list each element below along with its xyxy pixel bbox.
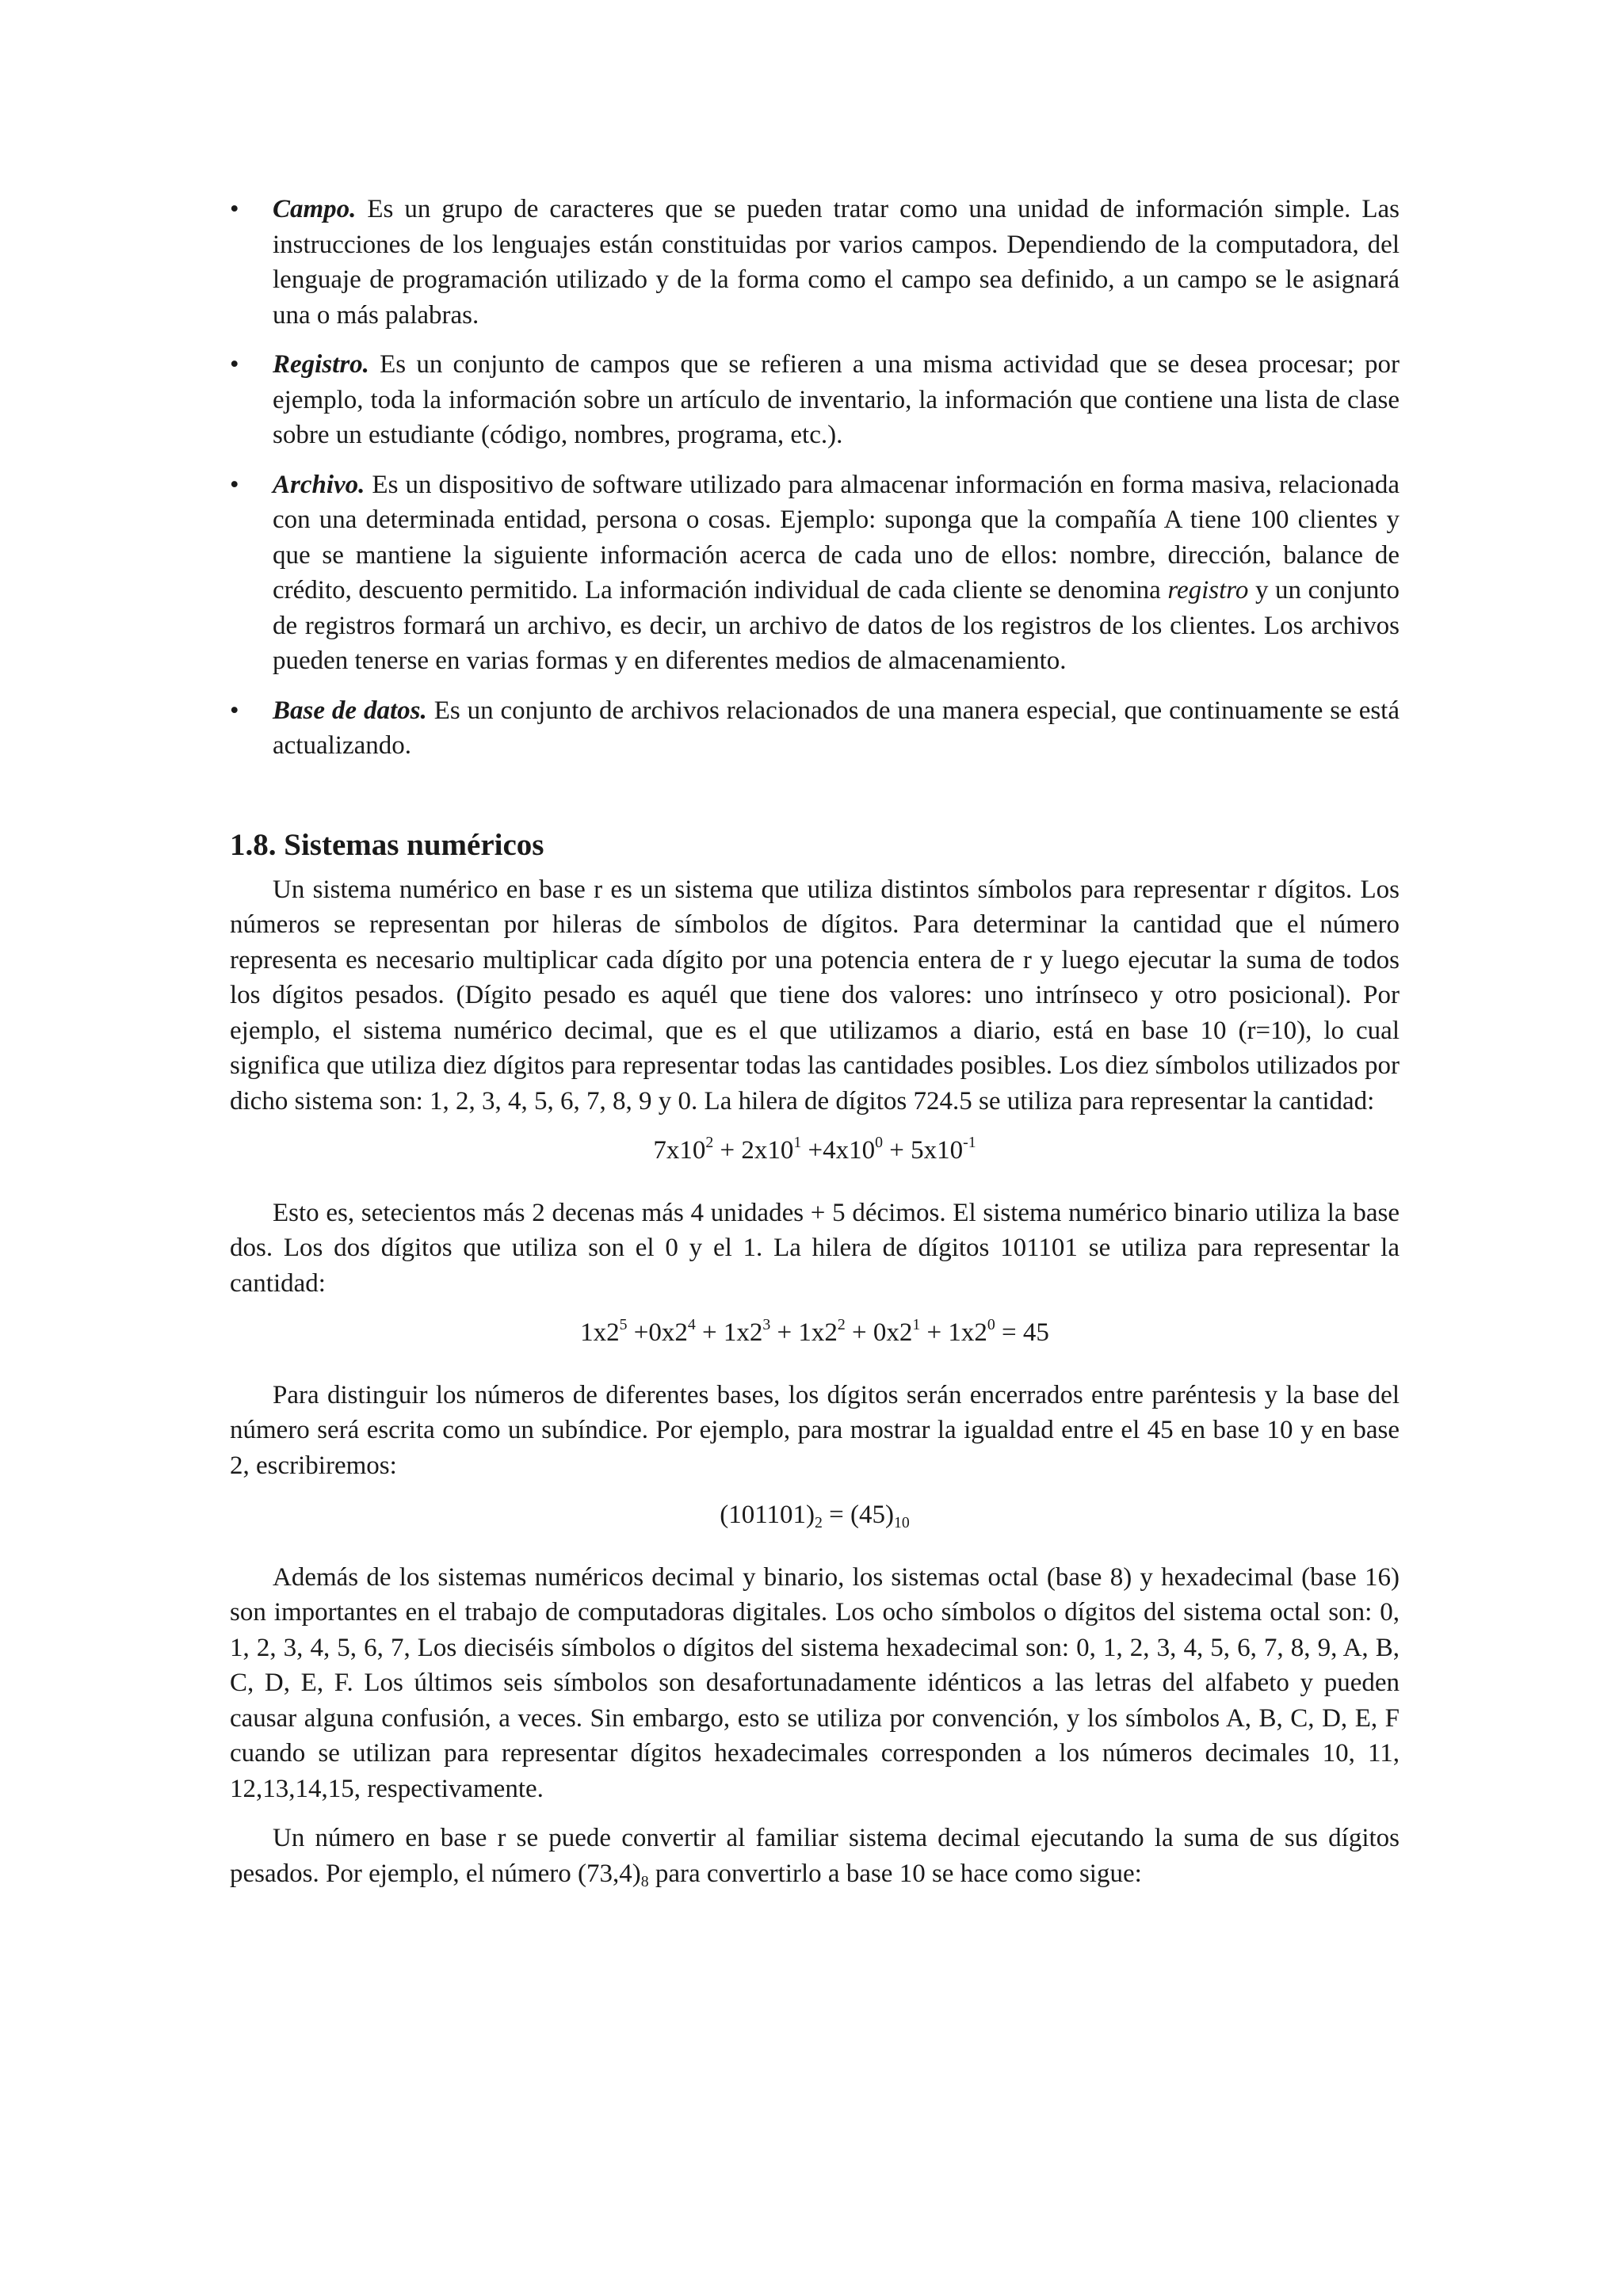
exponent: 2 [705, 1134, 714, 1152]
formula-term: 1x2 [580, 1318, 620, 1347]
paragraph-3: Para distinguir los números de diferentes bases, los dígitos serán encerrados entre paréntesis y la base del número será escrita como un subíndice. Por ejemplo, para mostrar la igualdad entre el 45 en base 10 y en base 2, escribiremos: [230, 1380, 1400, 1480]
definition-text: Es un conjunto de archivos relacionados de una manera especial, que continuamente se está actualizando. [273, 696, 1400, 760]
list-item [230, 347, 1400, 453]
exponent: 1 [793, 1134, 802, 1152]
formula-binary [230, 1315, 1400, 1351]
formula-term: = 45 [995, 1318, 1049, 1347]
term-archivo: Archivo. [273, 470, 365, 499]
exponent: 3 [762, 1316, 771, 1334]
formula-term: + 0x2 [845, 1318, 913, 1347]
list-item [230, 693, 1400, 764]
exponent: 4 [687, 1316, 696, 1334]
definition-text: Es un grupo de caracteres que se pueden tratar como una unidad de información simple. Las instrucciones de los lenguajes están constituidas por varios campos. Dependiendo de la computadora, del lenguaje de programación utilizado y de la forma como el campo sea definido, a un campo se le asignará una o más palabras. [273, 195, 1400, 330]
formula-equality [230, 1497, 1400, 1533]
formula-term: + 1x2 [770, 1318, 838, 1347]
definition-text: Es un dispositivo de software utilizado para almacenar información en forma masiva, relacionada con una determinada entidad, persona o cosas. Ejemplo: suponga que la compañía A tiene 100 clientes y que se mantiene la siguiente información acerca de cada uno de ellos: nombre, dirección, balance de crédito, descuento permitido. La información individual de cada cliente se denomina [273, 470, 1400, 605]
bullet-icon: • [230, 195, 239, 223]
formula-term: +4x10 [801, 1136, 876, 1165]
paragraph-4: Además de los sistemas numéricos decimal y binario, los sistemas octal (base 8) y hexadecimal (base 16) son importantes en el trabajo de computadoras digitales. Los ocho símbolos o dígitos del sistema octal son: 0, 1, 2, 3, 4, 5, 6, 7, Los dieciséis símbolos o dígitos del sistema hexadecimal son: 0, 1, 2, 3, 4, 5, 6, 7, 8, 9, A, B, C, D, E, F. Los últimos seis símbolos son desafortunadamente idénticos a las letras del alfabeto y pueden causar alguna confusión, a veces. Sin embargo, esto se utiliza por convención, y los símbolos A, B, C, D, E, F cuando se utilizan para representar dígitos hexadecimales corresponden a los números decimales 10, 11, 12,13,14,15, respectivamente. [230, 1562, 1400, 1803]
subscript: 8 [640, 1872, 649, 1890]
bullet-icon: • [230, 470, 239, 499]
exponent: 0 [987, 1316, 995, 1334]
document-page [230, 192, 1400, 1891]
paragraph-5 [230, 1821, 1400, 1891]
formula-term: = (45) [822, 1501, 894, 1529]
paragraph-text: para convertirlo a base 10 se hace como sigue: [648, 1859, 1142, 1888]
formula-term: + 2x10 [713, 1136, 794, 1165]
formula-term: 7x10 [653, 1136, 706, 1165]
formula-term: + 1x2 [695, 1318, 763, 1347]
section-heading: 1.8. Sistemas numéricos [230, 827, 544, 862]
formula-decimal [230, 1133, 1400, 1169]
paragraph-2: Esto es, setecientos más 2 decenas más 4 unidades + 5 décimos. El sistema numérico binario utiliza la base dos. Los dos dígitos que utiliza son el 0 y el 1. La hilera de dígitos 101101 se utiliza para representar la cantidad: [230, 1198, 1400, 1298]
exponent: 0 [875, 1134, 884, 1152]
subscript: 10 [893, 1513, 910, 1531]
exponent: 1 [912, 1316, 921, 1334]
exponent: 5 [619, 1316, 628, 1334]
paragraph-1: Un sistema numérico en base r es un sistema que utiliza distintos símbolos para representar r dígitos. Los números se representan por hileras de símbolos de dígitos. Para determinar la cantidad que el número representa es necesario multiplicar cada dígito por una potencia entera de r y luego ejecutar la suma de todos los dígitos pesados. (Dígito pesado es aquél que tiene dos valores: uno intrínseco y otro posicional). Por ejemplo, el sistema numérico decimal, que es el que utilizamos a diario, está en base 10 (r=10), lo cual significa que utiliza diez dígitos para representar todas las cantidades posibles. Los diez símbolos utilizados por dicho sistema son: 1, 2, 3, 4, 5, 6, 7, 8, 9 y 0. La hilera de dígitos 724.5 se utiliza para representar la cantidad: [230, 875, 1400, 1116]
formula-term: (101101) [720, 1501, 815, 1529]
emphasis-registro: registro [1167, 576, 1249, 605]
list-item [230, 192, 1400, 333]
formula-term: + 5x10 [883, 1136, 964, 1165]
formula-term: +0x2 [627, 1318, 688, 1347]
exponent: 2 [837, 1316, 846, 1334]
paragraph-text: Un número en base r se puede convertir al familiar sistema decimal ejecutando la suma de sus dígitos pesados. Por ejemplo, el número (73,4) [230, 1824, 1400, 1888]
definition-text: Es un conjunto de campos que se refieren a una misma actividad que se desea procesar; por ejemplo, toda la información sobre un artículo de inventario, la información que contiene una lista de clase sobre un estudiante (código, nombres, programa, etc.). [273, 350, 1400, 449]
term-registro: Registro. [273, 350, 369, 379]
formula-term: + 1x2 [920, 1318, 987, 1347]
bullet-icon: • [230, 350, 239, 379]
bullet-icon: • [230, 696, 239, 725]
exponent: -1 [963, 1134, 976, 1152]
subscript: 2 [815, 1513, 823, 1531]
definition-text: y un conjunto de registros formará un archivo, es decir, un archivo de datos de los registros de los clientes. Los archivos pueden tenerse en varias formas y en diferentes medios de almacenamiento. [273, 576, 1400, 675]
definition-list [230, 192, 1400, 764]
term-campo: Campo. [273, 195, 357, 223]
list-item [230, 467, 1400, 679]
term-base-de-datos: Base de datos. [273, 696, 427, 725]
